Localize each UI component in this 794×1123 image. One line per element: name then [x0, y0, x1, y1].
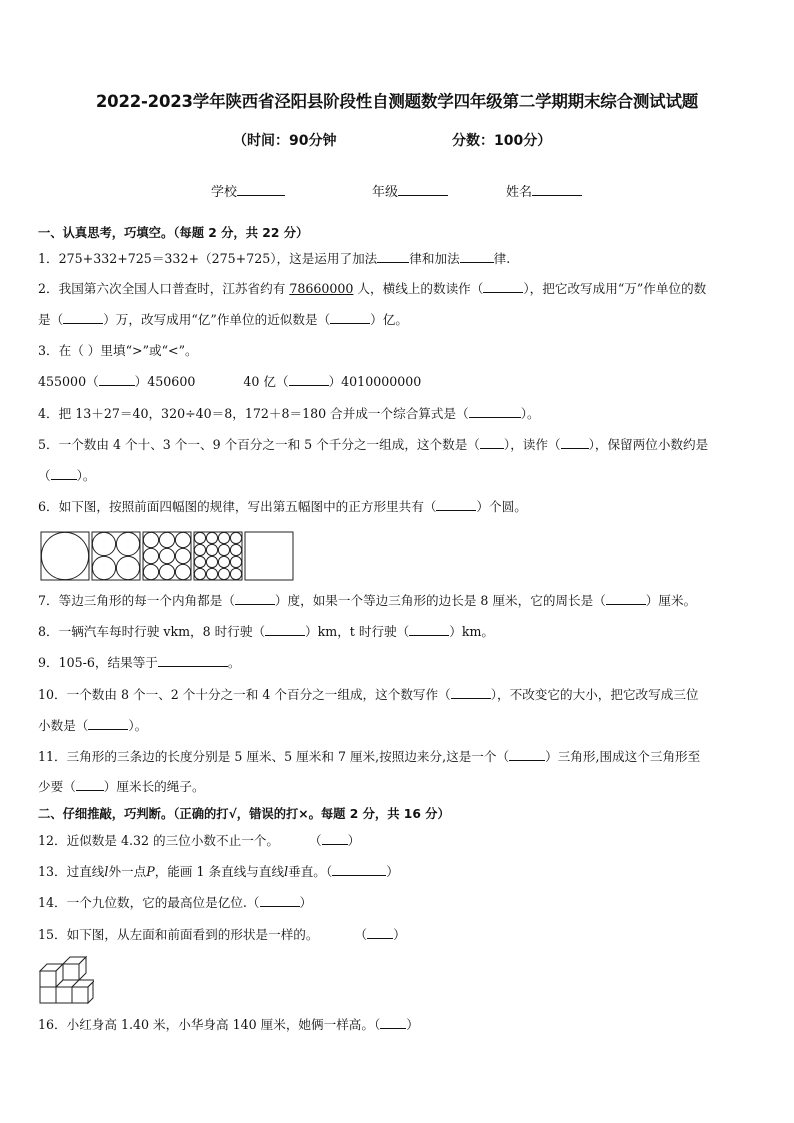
question-2 — [38, 280, 764, 298]
q11-text-d: ）厘米长的绳子。 — [103, 779, 205, 794]
q11-blank-1[interactable] — [509, 748, 545, 761]
q2-number: 78660000 — [289, 281, 354, 296]
q12-text-b: （ — [308, 833, 322, 848]
q14-text-b: ） — [299, 895, 313, 910]
q5-text-b: ），读作（ — [503, 437, 561, 452]
cube-stack-svg — [38, 955, 94, 1005]
q1-blank-1[interactable] — [377, 250, 409, 263]
q4-text-b: ）。 — [520, 406, 540, 421]
question-4 — [38, 405, 764, 423]
exam-time: （时间：90分钟 — [233, 133, 337, 149]
q3-right-b: ）4010000000 — [328, 374, 422, 389]
q7-blank-2[interactable] — [606, 592, 646, 605]
q12-text-a: 12．近似数是 4.32 的三位小数不止一个。 — [38, 833, 279, 848]
q8-blank-1[interactable] — [265, 623, 305, 636]
q2-text-b: 人，横线上的数读作（ — [353, 281, 484, 296]
q3-blank-1[interactable] — [99, 373, 135, 386]
q5-text-e: ）。 — [76, 468, 96, 483]
section1-heading: 一、认真思考，巧填空。（每题 2 分，共 22 分） — [38, 226, 309, 240]
q14-blank[interactable] — [260, 894, 300, 907]
grade-blank[interactable] — [398, 183, 448, 196]
pattern-square — [92, 532, 140, 580]
q13-text-d: 垂直。（ — [288, 864, 333, 879]
q15-blank[interactable] — [367, 926, 393, 939]
q8-text-b: ）km，t 时行驶（ — [305, 624, 410, 639]
q8-text-a: 8．一辆汽车每时行驶 vkm，8 时行驶（ — [38, 624, 266, 639]
q5-text-d: （ — [38, 468, 51, 483]
q3-left-b: ）450600 — [134, 374, 196, 389]
q11-blank-2[interactable] — [76, 778, 104, 791]
q2-text-f: ）亿。 — [370, 312, 408, 327]
question-10-cont — [38, 717, 764, 735]
question-8 — [38, 623, 764, 641]
q2-text-a: 2．我国第六次全国人口普查时，江苏省约有 — [38, 281, 290, 296]
cube-front-face — [56, 987, 72, 1003]
question-13 — [38, 863, 764, 881]
q11-text-c: 少要（ — [38, 779, 76, 794]
question-11 — [38, 748, 764, 766]
q10-blank-2[interactable] — [88, 717, 128, 730]
pattern-square — [143, 532, 191, 580]
q15-text-b: （ — [354, 927, 368, 942]
q13-text-b: 外一点 — [108, 864, 147, 879]
q5-blank-2[interactable] — [561, 436, 589, 449]
q9-blank[interactable] — [158, 654, 228, 667]
q2-blank-1[interactable] — [483, 280, 523, 293]
question-14 — [38, 894, 764, 912]
q13-blank[interactable] — [332, 863, 386, 876]
q4-text-a: 4．把 13＋27＝40，320÷40＝8，172＋8＝180 合并成一个综合算式是（ — [38, 406, 469, 421]
question-3-items — [38, 373, 764, 391]
question-1 — [38, 250, 764, 268]
exam-score: 分数：100分） — [452, 133, 552, 149]
q10-text-c: 小数是（ — [38, 718, 89, 733]
q13-point-p: P — [146, 864, 155, 879]
q16-text-a: 16．小红身高 1.40 米，小华身高 140 厘米，她俩一样高。（ — [38, 1017, 381, 1032]
q13-text-a: 13．过直线 — [38, 864, 105, 879]
pattern-square — [194, 532, 242, 580]
q16-blank[interactable] — [380, 1016, 406, 1029]
q2-blank-2[interactable] — [63, 311, 103, 324]
q3-left-a: 455000（ — [38, 374, 99, 389]
q11-text-a: 11．三角形的三条边的长度分别是 5 厘米、5 厘米和 7 厘米,按照边来分,这是一个（ — [38, 749, 510, 764]
q5-blank-3[interactable] — [51, 467, 77, 480]
q1-text-b: 律和加法 — [409, 251, 460, 266]
question-6 — [38, 498, 764, 516]
q11-text-b: ）三角形,围成这个三角形至 — [545, 749, 701, 764]
question-16 — [38, 1016, 764, 1034]
q7-text-b: ）度，如果一个等边三角形的边长是 8 厘米，它的周长是（ — [274, 593, 606, 608]
question-15 — [38, 926, 764, 944]
name-label: 姓名 — [506, 185, 533, 200]
q12-text-c: ） — [347, 833, 361, 848]
q10-text-b: ），不改变它的大小，把它改写成三位 — [490, 687, 699, 702]
question-3: 3．在（ ）里填“>”或“<”。 — [38, 343, 198, 358]
q3-right-a: 40 亿（ — [243, 374, 289, 389]
q13-text-e: ） — [386, 864, 399, 879]
q13-text-c: ，能画 1 条直线与直线 — [154, 864, 285, 879]
q13-line-l-2: l — [284, 864, 289, 879]
q3-blank-2[interactable] — [289, 373, 329, 386]
question-5 — [38, 436, 764, 454]
q10-text-a: 10．一个数由 8 个一、2 个十分之一和 4 个百分之一组成，这个数写作（ — [38, 687, 451, 702]
question-11-cont — [38, 778, 764, 796]
question-12 — [38, 832, 764, 850]
pattern-square — [245, 532, 293, 580]
section2-heading: 二、仔细推敲，巧判断。（正确的打√，错误的打×。每题 2 分，共 16 分） — [38, 807, 450, 821]
circle-pattern-figure — [40, 531, 296, 581]
q1-text-c: 律. — [493, 251, 511, 266]
q8-text-c: ）km。 — [449, 624, 495, 639]
cube-front-face — [40, 971, 56, 987]
q6-text-b: ）个圆。 — [476, 499, 527, 514]
school-field — [211, 181, 285, 200]
q8-blank-2[interactable] — [409, 623, 449, 636]
q2-text-d: 是（ — [38, 312, 64, 327]
question-9 — [38, 654, 764, 672]
q15-text-c: ） — [393, 927, 406, 942]
cube-front-face — [63, 964, 79, 980]
q6-text-a: 6．如下图，按照前面四幅图的规律，写出第五幅图中的正方形里共有（ — [38, 499, 437, 514]
q4-blank[interactable] — [469, 405, 521, 418]
q7-text-a: 7．等边三角形的每一个内角都是（ — [38, 593, 235, 608]
cube-front-face — [72, 987, 88, 1003]
circle-pattern-svg — [40, 531, 296, 581]
q2-blank-3[interactable] — [330, 311, 370, 324]
cube-front-face — [40, 987, 56, 1003]
school-label: 学校 — [211, 185, 238, 200]
question-10 — [38, 686, 764, 704]
school-blank[interactable] — [237, 183, 285, 196]
q6-blank[interactable] — [436, 498, 476, 511]
q5-text-a: 5．一个数由 4 个十、3 个一、9 个百分之一和 5 个千分之一组成，这个数是（ — [38, 437, 480, 452]
q16-text-b: ） — [406, 1017, 419, 1032]
q9-text-a: 9．105-6，结果等于 — [38, 655, 158, 670]
question-5-cont — [38, 467, 764, 485]
q2-text-c: ），把它改写成用“万”作单位的数 — [523, 281, 707, 296]
q7-blank-1[interactable] — [235, 592, 275, 605]
cube-stack-figure — [38, 955, 94, 1005]
q10-blank-1[interactable] — [451, 686, 491, 699]
q1-text-a: 1．275+332+725＝332+（275+725），这是运用了加法 — [38, 251, 378, 266]
q15-text-a: 15．如下图，从左面和前面看到的形状是一样的。 — [38, 927, 319, 942]
q9-text-b: 。 — [227, 655, 241, 670]
name-blank[interactable] — [532, 183, 582, 196]
question-7 — [38, 592, 764, 610]
q13-line-l: l — [104, 864, 109, 879]
q7-text-c: ）厘米。 — [645, 593, 697, 608]
grade-field — [372, 181, 448, 200]
q12-blank[interactable] — [322, 832, 348, 845]
question-2-cont — [38, 311, 764, 329]
q10-text-d: ）。 — [128, 718, 148, 733]
q5-text-c: ），保留两位小数约是 — [588, 437, 709, 452]
q5-blank-1[interactable] — [480, 436, 504, 449]
q2-text-e: ）万，改写成用“亿”作单位的近似数是（ — [103, 312, 331, 327]
q1-blank-2[interactable] — [460, 250, 494, 263]
grade-label: 年级 — [372, 185, 399, 200]
q14-text-a: 14．一个九位数，它的最高位是亿位.（ — [38, 895, 260, 910]
page-title: 2022-2023学年陕西省泾阳县阶段性自测题数学四年级第二学期期末综合测试试题 — [95, 92, 699, 111]
name-field — [506, 181, 582, 200]
